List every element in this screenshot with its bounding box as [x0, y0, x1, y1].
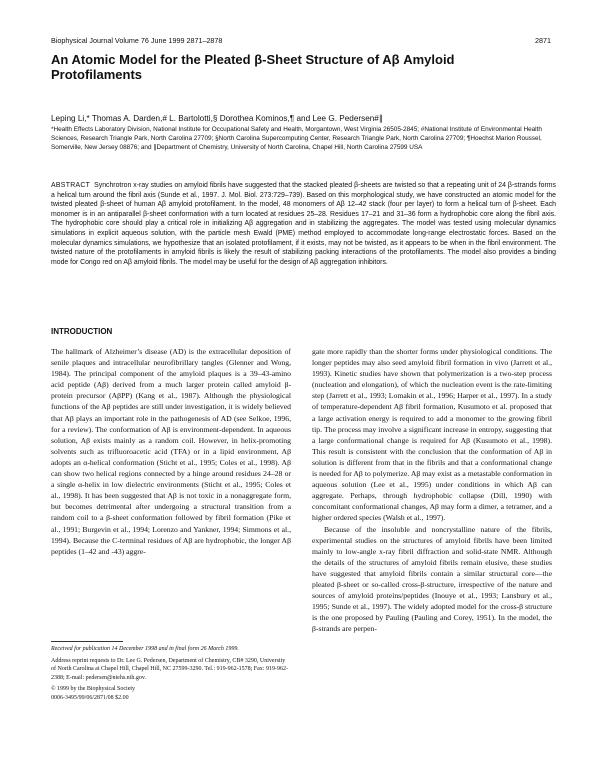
- footnotes: [51, 645, 291, 702]
- reprint-address: Address reprint requests to Dr. Lee G. Pedersen, Department of Chemistry, CB# 3290, University of North Carolina at Chapel Hill, Chapel Hill, NC 27599-3290. Tel.: 919-962-1578; Fax: 919-962-2388; E-mail: pedersen@niehs.nih.gov.: [51, 657, 288, 681]
- paper-title: An Atomic Model for the Pleated β-Sheet Structure of Aβ Amyloid Protofilaments: [51, 52, 455, 82]
- journal-info: Biophysical Journal Volume 76 June 1999 2871–2878: [51, 36, 223, 45]
- affiliations: *Health Effects Laboratory Division, National Institute for Occupational Safety and Health, Morgantown, West Virginia 26505-2845; #National Institute of Environmental Health Sciences, Research Triangle Park, North Carolina 27709; §North Carolina Supercomputing Center, Research Triangle Park, North Carolina 27709; ¶Hoechst Marion Roussel, Somerville, New Jersey 08876; and ∥Department of Chemistry, University of North Carolina, Chapel Hill, North Carolina 27599 USA: [51, 126, 542, 151]
- section-heading-introduction: INTRODUCTION: [51, 327, 113, 336]
- running-header: [51, 36, 551, 45]
- abstract-text: Synchrotron x-ray studies on amyloid fibrils have suggested that the stacked pleated β-sheets are twisted so that a repeating unit of 24 β-strands forms a helical turn around the fibril axis (Sunde et al., 1997. J. Mol. Biol. 273:729–739). Based on this morphological study, we have constructed an atomic model for the twisted pleated β-sheet of human Aβ amyloid protofilament. In the model, 48 monomers of Aβ 12–42 stack (four per layer) to form a helical turn of β-sheet. Each monomer is in an antiparallel β-sheet conformation with a turn located at residues 25–28. Residues 17–21 and 31–36 form a hydrophobic core along the fibril axis. The hydrophobic core should play a critical role in initializing Aβ aggregation and in stabilizing the aggregates. The model was tested using molecular dynamics simulations in explicit aqueous solution, with the particle mesh Ewald (PME) method employed to accommodate long-range electrostatic forces. Based on the molecular dynamics simulations, we hypothesize that an isolated protofilament, if it exists, may not be twisted, as it appears to be when in the fibril environment. The twisted nature of the protofilaments in amyloid fibrils is likely the result of stabilizing packing interactions of the protofilaments. The model also provides a binding mode for Congo red on Aβ amyloid fibrils. The model may be useful for the design of Aβ aggregation inhibitors.: [51, 182, 556, 266]
- copyright-note: © 1999 by the Biophysical Society: [51, 686, 136, 692]
- abstract: [51, 181, 556, 267]
- paragraph: Because of the insoluble and noncrystalline nature of the fibrils, experimental studies on the structures of amyloid fibrils have been limited mainly to low-angle x-ray fibril diffraction and solid-state NMR. Although the details of the structures of amyloid fibrils remain elusive, these studies have suggested that amyloid fibrils contain a similar structural core—the pleated β-sheet or so-called cross-β-structure, irrespective of the nature and sources of amyloid proteins/peptides (Inouye et al., 1993; Lansbury et al., 1995; Sunde et al., 1997). The widely adopted model for the cross-β structure is the one proposed by Pauling (Pauling and Corey, 1951). In the model, the β-strands are perpen-: [312, 524, 552, 634]
- paragraph: gate more rapidly than the shorter forms under physiological conditions. The longer peptides may also seed amyloid fibril formation in vivo (Jarrett et al., 1993). Kinetic studies have shown that polymerization is a two-step process (nucleation and elongation), of which the nucleation event is the rate-limiting step (Jarrett et al., 1993; Lomakin et al., 1996; Harper et al., 1997). In a study of temperature-dependent Aβ fibril formation, Kusumoto et al. proposed that a large activation energy is required to add a monomer to the growing fibril tip. The process may involve a significant increase in entropy, suggesting that a large conformational change is required for Aβ (Kusumoto et al., 1998). This result is consistent with the conclusion that the conformation of Aβ in solution is different from that in the fibrils and that a conformational change is needed for Aβ to polymerize. Aβ may exist as a metastable conformation in aqueous solution (Lee et al., 1995) under conditions in which Aβ can aggregate. Perhaps, through hydrophobic collapse (Dill, 1990) with concomitant conformational changes, Aβ may form a dimer, a tetramer, and a higher ordered species (Walsh et al., 1997).: [312, 347, 552, 523]
- body-column-left: [51, 346, 291, 640]
- footnote-divider: [51, 641, 123, 642]
- body-column-right: [312, 346, 552, 736]
- paragraph: The hallmark of Alzheimer’s disease (AD) is the extracellular deposition of senile plaques and intracellular neurofibrillary tangles (Glenner and Wong, 1984). The principal component of the amyloid plaques is a 39–43-amino acid peptide (Aβ) derived from a much larger protein called amyloid β-protein precursor (AβPP) (Kang et al., 1987). Although the physiological functions of the Aβ peptides are still under investigation, it is widely believed that Aβ plays an important role in the pathogenesis of AD (see Selkoe, 1996, for a review). The conformation of Aβ is environment-dependent. In aqueous solution, Aβ exists mainly as a random coil. However, in helix-promoting solvents such as trifluoroacetic acid (TFA) or in a lipid environment, Aβ adopts an α-helical conformation (Sticht et al., 1995; Coles et al., 1998). Aβ can show two helical regions connected by a hinge around residues 24–28 or a single α-helix in low dielectric environments (Sticht et al., 1995; Coles et al., 1998). It has been suggested that Aβ is not toxic in a nonaggregate form, but becomes detrimental after undergoing a structural transition from a random coil to a β-sheet conformation followed by fibril formation (Pike et al., 1991; Burgevin et al., 1994; Lorenzo and Yankner, 1994; Simmons et al., 1994). Because the C-terminal residues of Aβ are hydrophobic, the longer Aβ peptides (1–42 and -43) aggre-: [51, 347, 291, 556]
- abstract-label: ABSTRACT: [51, 182, 91, 189]
- received-note: Received for publication 14 December 1998 and in final form 26 March 1999.: [51, 646, 239, 652]
- page-number: 2871: [535, 36, 551, 45]
- author-list: Leping Li,* Thomas A. Darden,# L. Bartolotti,§ Dorothea Kominos,¶ and Lee G. Pedersen#∥: [51, 114, 383, 123]
- article-code: 0006-3495/99/06/2871/08 $2.00: [51, 694, 129, 701]
